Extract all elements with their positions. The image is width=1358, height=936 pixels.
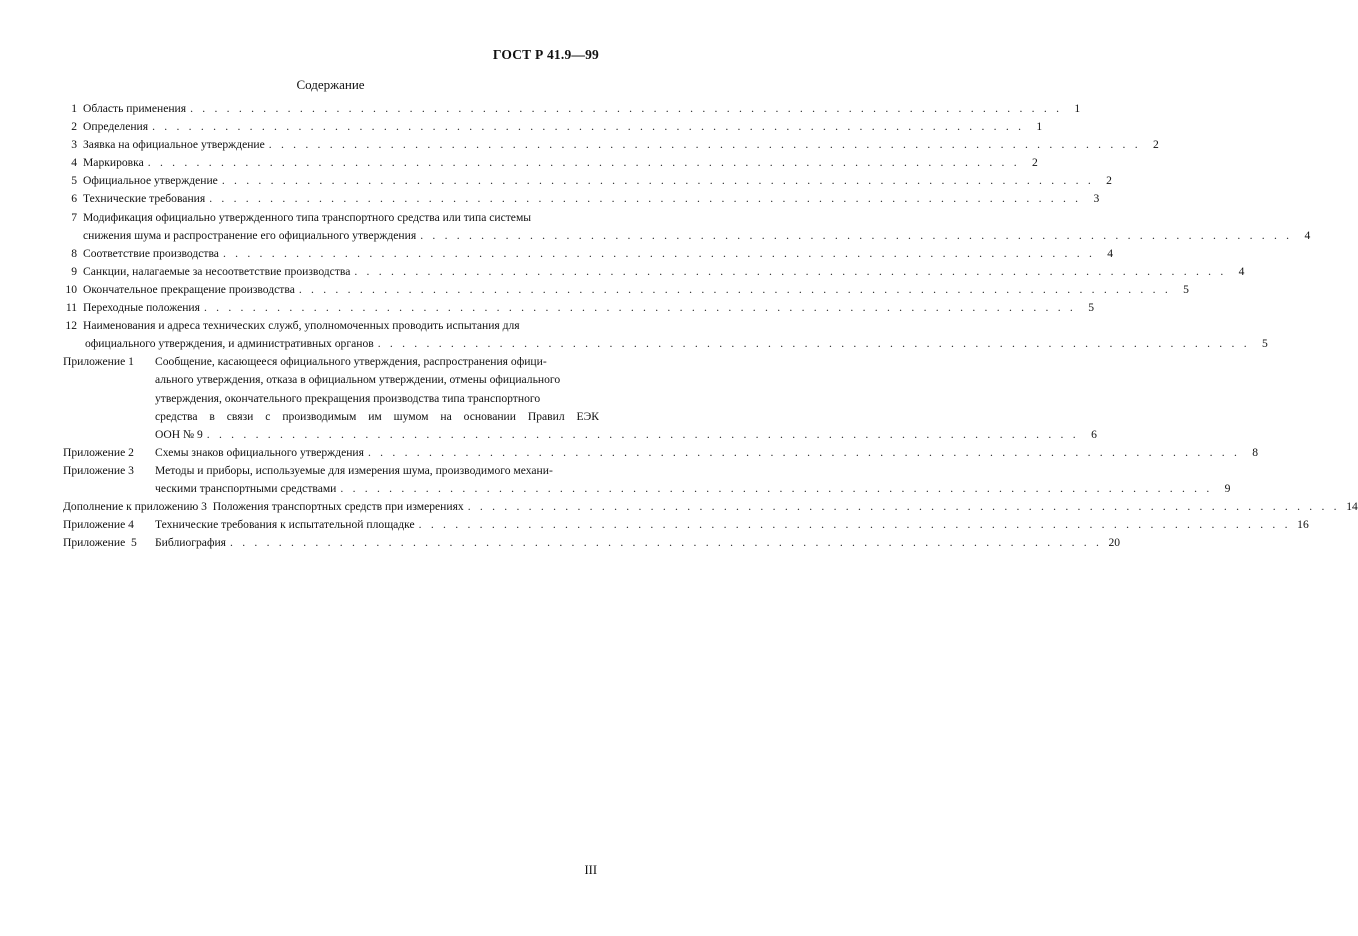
toc-entry-page: 4 xyxy=(1107,246,1114,260)
toc-entry-title: Санкции, налагаемые за несоответствие производства xyxy=(83,264,351,278)
toc-entry-11[interactable] xyxy=(63,299,1095,317)
standard-designation: ГОСТ Р 41.9—99 xyxy=(492,47,599,62)
toc-entry-2[interactable] xyxy=(63,118,1043,136)
toc-entry-page: 20 xyxy=(1108,536,1121,550)
toc-entry-title: Переходные положения xyxy=(83,301,200,315)
appendix-title-continuation: средства в связи с производимым им шумом на основании Правил ЕЭК xyxy=(155,409,599,423)
toc-entry-number: 8 xyxy=(71,246,77,260)
toc-entry-10[interactable] xyxy=(63,281,1189,299)
toc-entry-page: 2 xyxy=(1106,174,1112,188)
toc-entry-title: Определения xyxy=(83,120,149,134)
appendix-title-continuation: ального утверждения, отказа в официальном утверждении, отмены официального xyxy=(155,373,561,387)
dot-leader: . . . . . . . . . . . . . . . . . . . . . . . . . . . . . . . . . . . . . . . . . . . . . . . . . . . . . . . . . . . . . . . . . . . . . . . . xyxy=(203,301,1077,315)
dot-leader: . . . . . . . . . . . . . . . . . . . . . . . . . . . . . . . . . . . . . . . . . . . . . . . . . . . . . . . . . . . . . . . . . . . . . . . . xyxy=(377,337,1250,351)
appendix-title: Библиография xyxy=(155,536,227,550)
toc-entry-8[interactable] xyxy=(63,245,1114,263)
dot-leader: . . . . . . . . . . . . . . . . . . . . . . . . . . . . . . . . . . . . . . . . . . . . . . . . . . . . . . . . . . . . . . . . . . . . . . . . xyxy=(190,102,1063,115)
toc-entry-page: 2 xyxy=(1153,138,1159,152)
dot-leader: . . . . . . . . . . . . . . . . . . . . . . . . . . . . . . . . . . . . . . . . . . . . . . . . . . . . . . . . . . . . . . . . . . . . . . . . xyxy=(268,138,1141,152)
appendix-title: Методы и приборы, используемые для измерения шума, производимого механи- xyxy=(155,463,553,477)
toc-appendix-1-line-3 xyxy=(63,390,599,408)
toc-entry-7-line-2[interactable] xyxy=(63,227,1311,245)
dot-leader: . . . . . . . . . . . . . . . . . . . . . . . . . . . . . . . . . . . . . . . . . . . . . . . . . . . . . . . . . . . . . . . . . . . . . . . . xyxy=(298,282,1171,296)
page-number: III xyxy=(584,863,597,877)
dot-leader: . . . . . . . . . . . . . . . . . . . . . . . . . . . . . . . . . . . . . . . . . . . . . . . . . . . . . . . . . . . . . . . . . . . . . . . . xyxy=(340,481,1213,495)
appendix-title-continuation: утверждения, окончательного прекращения производства типа транспортного xyxy=(155,391,541,405)
appendix-label: Приложение 2 xyxy=(63,445,134,459)
toc-entry-page: 6 xyxy=(1091,427,1097,441)
appendix-title-continuation: ческими транспортными средствами xyxy=(155,481,337,495)
toc-appendix-1-line-1[interactable] xyxy=(63,353,599,371)
toc-entry-title: Технические требования xyxy=(83,192,206,206)
dot-leader: . . . . . . . . . . . . . . . . . . . . . . . . . . . . . . . . . . . . . . . . . . . . . . . . . . . . . . . . . . . . . . . . . . . . . . . . xyxy=(206,427,1079,441)
toc-entry-number: 11 xyxy=(65,301,77,315)
dot-leader: . . . . . . . . . . . . . . . . . . . . . . . . . . . . . . . . . . . . . . . . . . . . . . . . . . . . . . . . . . . . . . . . . . . . . . . . xyxy=(152,120,1025,134)
toc-entry-title: Официальное утверждение xyxy=(83,174,218,188)
page-title: Содержание xyxy=(296,77,365,92)
toc-entry-4[interactable] xyxy=(63,154,1038,172)
toc-entry-title-continuation: снижения шума и распространение его официального утверждения xyxy=(83,228,417,242)
dot-leader: . . . . . . . . . . . . . . . . . . . . . . . . . . . . . . . . . . . . . . . . . . . . . . . . . . . . . . . . . . . . . . . . . . . . . . . . xyxy=(147,156,1020,170)
toc-entry-page: 8 xyxy=(1252,445,1259,459)
toc-entry-page: 2 xyxy=(1032,156,1038,170)
toc-entry-12-line-2[interactable] xyxy=(63,335,1268,353)
dot-leader: . . . . . . . . . . . . . . . . . . . . . . . . . . . . . . . . . . . . . . . . . . . . . . . . . . . . . . . . . . . . . . . . . . . . . . . . xyxy=(222,246,1096,260)
dot-leader: . . . . . . . . . . . . . . . . . . . . . . . . . . . . . . . . . . . . . . . . . . . . . . . . . . . . . . . . . . . . . . . . . . . . . . . . xyxy=(467,500,1340,514)
dot-leader: . . . . . . . . . . . . . . . . . . . . . . . . . . . . . . . . . . . . . . . . . . . . . . . . . . . . . . . . . . . . . . . . . . . . . . . . xyxy=(354,264,1227,278)
toc-appendix-3-line-1[interactable] xyxy=(63,462,599,480)
toc-entry-page: 5 xyxy=(1088,301,1095,315)
toc-entry-page: 5 xyxy=(1262,337,1268,351)
toc-appendix-1-line-4 xyxy=(63,408,599,426)
toc-appendix-4[interactable] xyxy=(63,516,1309,534)
supplement-title: Дополнение к приложению 3 Положения транспортных средств при измерениях xyxy=(63,500,464,514)
toc-entry-number: 7 xyxy=(71,210,77,224)
toc-entry-9[interactable] xyxy=(63,263,1245,281)
dot-leader: . . . . . . . . . . . . . . . . . . . . . . . . . . . . . . . . . . . . . . . . . . . . . . . . . . . . . . . . . . . . . . . . . . . . . . . . xyxy=(367,445,1241,459)
appendix-label: Приложение 1 xyxy=(63,355,134,369)
dot-leader: . . . . . . . . . . . . . . . . . . . . . . . . . . . . . . . . . . . . . . . . . . . . . . . . . . . . . . . . . . . . . . . . . . . . . . . . xyxy=(209,192,1082,206)
appendix-title: Схемы знаков официального утверждения xyxy=(155,445,364,459)
toc-entry-page: 5 xyxy=(1183,282,1189,296)
appendix-title: Технические требования к испытательной площадке xyxy=(155,518,415,532)
dot-leader: . . . . . . . . . . . . . . . . . . . . . . . . . . . . . . . . . . . . . . . . . . . . . . . . . . . . . . . . . . . . . . . . . . . . . . . . xyxy=(418,518,1291,532)
toc-entry-number: 6 xyxy=(71,192,77,206)
toc-appendix-2[interactable] xyxy=(63,444,1259,462)
appendix-label: Приложение 3 xyxy=(63,463,134,477)
toc-entry-6[interactable] xyxy=(63,190,1100,208)
toc-appendix-3-line-2[interactable] xyxy=(63,480,1231,498)
toc-appendix-5[interactable] xyxy=(63,534,1121,552)
toc-entry-title: Наименования и адреса технических служб, уполномоченных проводить испытания для xyxy=(83,319,520,333)
toc-entry-page: 9 xyxy=(1224,481,1231,495)
toc-entry-number: 10 xyxy=(65,282,77,296)
toc-entry-page: 4 xyxy=(1238,264,1245,278)
toc-entry-page: 3 xyxy=(1093,192,1100,206)
appendix-label: Приложение 4 xyxy=(63,518,134,532)
toc-entry-5[interactable] xyxy=(63,172,1112,190)
toc-entry-number: 2 xyxy=(71,120,77,134)
appendix-title-continuation: ООН № 9 xyxy=(155,427,203,441)
toc-supplement-appendix-3[interactable] xyxy=(63,498,1358,516)
dot-leader: . . . . . . . . . . . . . . . . . . . . . . . . . . . . . . . . . . . . . . . . . . . . . . . . . . . . . . . . . . . . . . . . . . . . . . . . xyxy=(420,228,1293,242)
toc-entry-7-line-1[interactable] xyxy=(63,209,599,227)
toc-entry-page: 14 xyxy=(1346,500,1358,514)
toc-entry-title: Соответствие производства xyxy=(83,246,219,260)
appendix-title: Сообщение, касающееся официального утверждения, распространения офици- xyxy=(155,355,547,369)
toc-entry-number: 9 xyxy=(71,264,77,278)
toc-entry-page: 1 xyxy=(1036,120,1043,134)
toc-entry-number: 1 xyxy=(71,102,77,115)
toc-entry-title: Окончательное прекращение производства xyxy=(83,282,295,296)
toc-entry-page: 16 xyxy=(1297,518,1309,532)
toc-entry-page: 4 xyxy=(1304,228,1311,242)
dot-leader: . . . . . . . . . . . . . . . . . . . . . . . . . . . . . . . . . . . . . . . . . . . . . . . . . . . . . . . . . . . . . . . . . . . . . . . . xyxy=(221,174,1094,188)
toc-entry-page: 1 xyxy=(1074,102,1081,115)
toc-entry-title-continuation: официального утверждения, и административных органов xyxy=(85,337,374,351)
toc-entry-1[interactable] xyxy=(63,100,1081,118)
toc-entry-title: Модификация официально утвержденного типа транспортного средства или типа системы xyxy=(83,210,532,224)
toc-entry-number: 12 xyxy=(65,319,77,333)
toc-entry-number: 5 xyxy=(71,174,77,188)
toc-entry-title: Заявка на официальное утверждение xyxy=(83,138,265,152)
toc-entry-3[interactable] xyxy=(63,136,1159,154)
appendix-label: Приложение 5 xyxy=(63,536,137,550)
toc-entry-title: Маркировка xyxy=(83,156,144,170)
table-of-contents xyxy=(63,100,1358,552)
dot-leader: . . . . . . . . . . . . . . . . . . . . . . . . . . . . . . . . . . . . . . . . . . . . . . . . . . . . . . . . . . . . . . . . . . . . . . . . xyxy=(230,536,1103,550)
toc-entry-title: Область применения xyxy=(83,102,187,115)
toc-entry-12-line-1[interactable] xyxy=(63,317,599,335)
toc-entry-number: 4 xyxy=(71,156,77,170)
toc-entry-number: 3 xyxy=(71,138,77,152)
toc-appendix-1-line-2 xyxy=(63,371,599,389)
toc-appendix-1-line-5[interactable] xyxy=(63,426,1097,444)
